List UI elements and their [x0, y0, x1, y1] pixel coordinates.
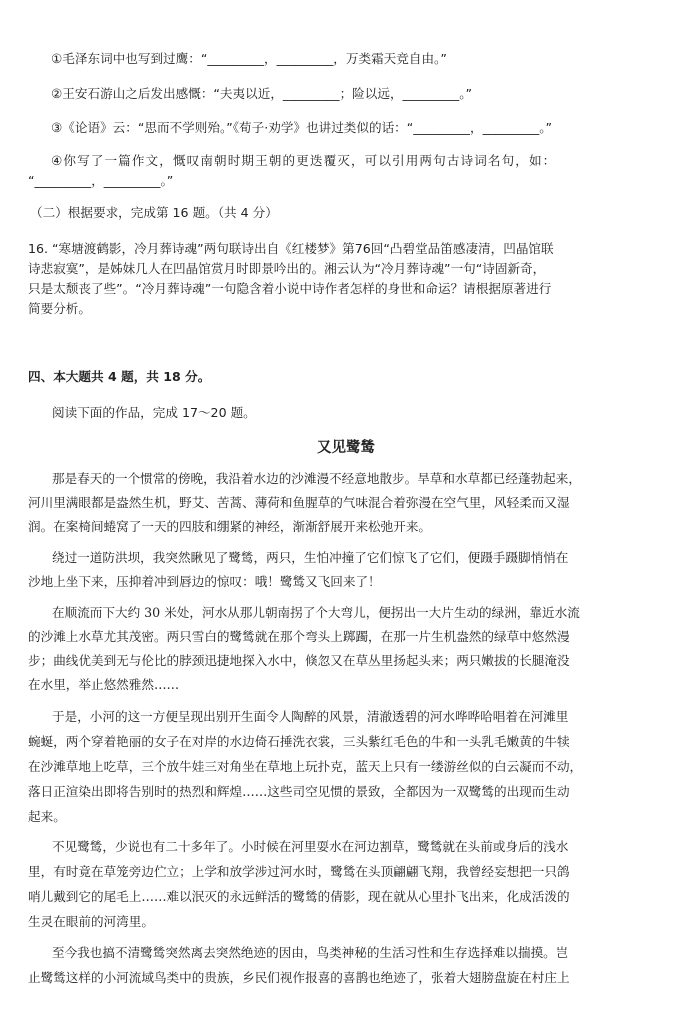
question-3: ③《论语》云：“思而不学则殆。”《荀子·劝学》也讲过类似的话：“_________，_________。”: [51, 120, 553, 135]
paragraph-2-line-1: 绕过一道防洪坝，我突然瞅见了鹭鸶，两只，生怕冲撞了它们惊飞了它们，便蹑手蹑脚悄悄在: [52, 550, 569, 565]
paragraph-1-line-3: 润。在案椅间蜷窝了一天的四肢和绷紧的神经，渐渐舒展开来松弛开来。: [28, 519, 431, 534]
paragraph-3-line-2: 的沙滩上水草尤其茂密。两只雪白的鹭鸶就在那个弯头上踯躅，在那一片生机盎然的绿草中悠然漫: [28, 629, 570, 644]
q16-line-3: 只是太颓丧了些”。“冷月葬诗魂”一句隐含着小说中诗作者怎样的身世和命运？请根据原著进行: [28, 281, 552, 296]
paragraph-1-line-2: 河川里满眼都是盎然生机，野艾、苦蒿、薄荷和鱼腥草的气味混合着弥漫在空气里，风轻柔而又湿: [28, 495, 570, 510]
paragraph-5-line-3: 哨儿戴到它的尾毛上……难以泯灭的永远鲜活的鹭鸶的倩影，现在就从心里扑飞出来，化成活泼的: [28, 889, 570, 904]
paragraph-4-line-1: 于是，小河的这一方便呈现出别开生面令人陶醉的风景，清澈透碧的河水哗哗哈唱着在河滩里: [52, 709, 569, 724]
paragraph-2-line-2: 沙地上坐下来，压抑着冲到唇边的惊叹：哦！鹭鸶又飞回来了！: [28, 574, 381, 589]
q16-line-1: 16. “寒塘渡鹤影，冷月葬诗魂”两句联诗出自《红楼梦》第76回“凸碧堂品笛感凄清，凹晶馆联: [28, 241, 554, 256]
paragraph-6-line-2: 止鹭鸶这样的小河流域鸟类中的贵族，乡民们视作报喜的喜鹊也绝迹了，张着大翅膀盘旋在村庄上: [28, 970, 570, 985]
paragraph-5-line-1: 不见鹭鸶，少说也有二十多年了。小时候在河里耍水在河边割草，鹭鸶就在头前或身后的浅水: [52, 839, 569, 854]
reading-instruction: 阅读下面的作品，完成 17～20 题。: [52, 405, 256, 420]
paragraph-1-line-1: 那是春天的一个惯常的傍晚，我沿着水边的沙滩漫不经意地散步。旱草和水草都已经蓬勃起来，: [52, 471, 581, 486]
section-2-header: （二）根据要求，完成第 16 题。（共 4 分）: [30, 205, 278, 220]
paragraph-3-line-1: 在顺流而下大约 30 米处，河水从那儿朝南拐了个大弯儿，便拐出一大片生动的绿洲，靠近水流: [52, 605, 580, 620]
paragraph-4-line-3: 在沙滩草地上吃草，三个放牛娃三对角坐在草地上玩扑克，蓝天上只有一缕游丝似的白云凝而不动，: [28, 759, 583, 774]
paragraph-4-line-2: 蜿蜒，两个穿着艳丽的女子在对岸的水边倚石捶洗衣裳，三头紫红毛色的牛和一头乳毛嫩黄的牛犊: [28, 734, 570, 749]
paragraph-4-line-5: 起来。: [28, 809, 66, 824]
paragraph-3-line-3: 步；曲线优美到无与伦比的脖颈迅捷地探入水中，倏忽又在草丛里扬起头来；两只嫩拔的长腿淹没: [28, 653, 570, 668]
paragraph-5-line-4: 生灵在眼前的河湾里。: [28, 914, 154, 929]
question-2: ②王安石游山之后发出感慨：“夫夷以近，_________；险以远，_________。”: [51, 86, 473, 101]
question-4-line-2: “_________，_________。”: [28, 173, 174, 188]
paragraph-6-line-1: 至今我也搞不清鹭鸶突然离去突然绝迹的因由，鸟类神秘的生活习性和生存选择难以揣摸。岂: [52, 945, 569, 960]
paragraph-3-line-4: 在水里，举止悠然雅然……: [28, 677, 180, 692]
q16-line-4: 简要分析。: [28, 301, 91, 316]
section-4-header: 四、本大题共 4 题，共 18 分。: [28, 369, 211, 384]
question-1: ①毛泽东词中也写到过鹰：“_________，_________，万类霜天竞自由。”: [51, 51, 447, 66]
q16-line-2: 诗悲寂寞”，是姊妹几人在凹晶馆赏月时即景吟出的。湘云认为“冷月葬诗魂”一句“诗固新奇，: [28, 261, 546, 276]
paragraph-5-line-2: 里，有时竟在草笼旁边伫立；上学和放学涉过河水时，鹭鸶在头顶翩翩飞翔，我曾经妄想把一只鸽: [28, 864, 570, 879]
article-title: 又见鹭鸶: [317, 440, 375, 456]
question-4-line-1: ④你写了一篇作文，慨叹南朝时期王朝的更迭覆灭，可以引用两句古诗词名句，如：: [51, 153, 557, 168]
paragraph-4-line-4: 落日正渲染出即将告别时的热烈和辉煌……这些司空见惯的景致，全都因为一双鹭鸶的出现而生动: [28, 784, 570, 799]
